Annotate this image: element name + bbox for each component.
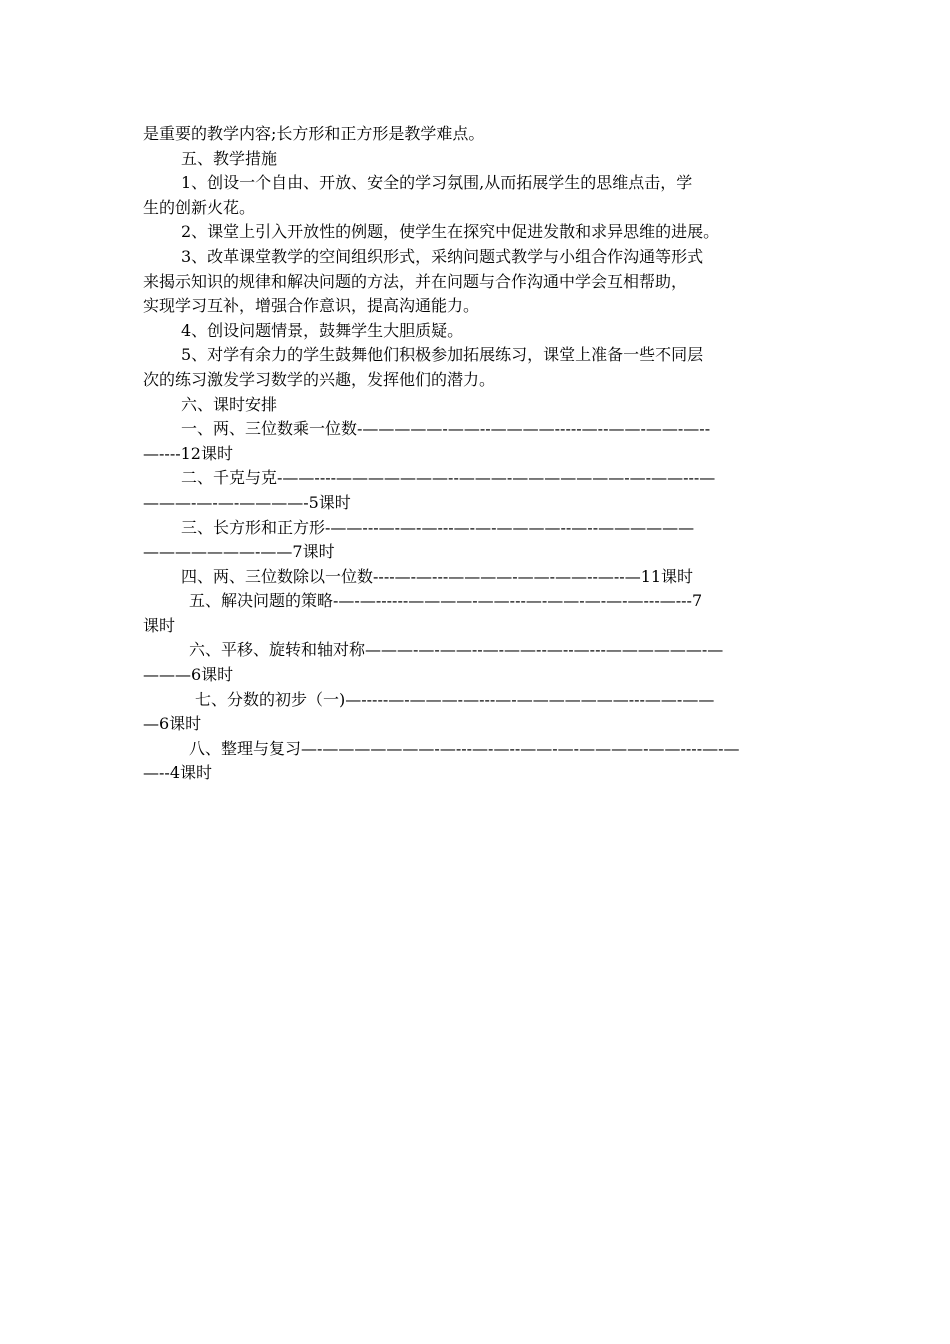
schedule-line: 一、两、三位数乘一位数-—————-——--————-----—--——-——-—-- (181, 419, 711, 439)
paragraph-line: 1、创设一个自由、开放、安全的学习氛围,从而拓展学生的思维点击，学 (181, 173, 693, 193)
schedule-line: 四、两、三位数除以一位数----—-—---————-——-——--—--—11课时 (181, 566, 694, 586)
paragraph-line: 4、创设问题情景，鼓舞学生大胆质疑。 (181, 320, 464, 340)
schedule-line: 八、整理与复习—-———————-—---—-—--——-—-————-——----—-— (189, 738, 740, 758)
paragraph-line: 是重要的教学内容;长方形和正方形是教学难点。 (143, 124, 485, 143)
schedule-line: ———-—-—-————-5课时 (143, 492, 351, 512)
section-heading: 六、课时安排 (181, 394, 278, 414)
section-heading: 五、教学措施 (181, 148, 278, 168)
paragraph-line: 生的创新火花。 (143, 197, 256, 217)
paragraph-line: 来揭示知识的规律和解决问题的方法，并在问题与合作沟通中学会互相帮助， (143, 271, 688, 291)
document-body (143, 122, 813, 786)
schedule-line: 课时 (143, 615, 176, 635)
schedule-line: ———————-——7课时 (143, 542, 335, 562)
schedule-line: ———6课时 (143, 665, 234, 685)
paragraph-line: 实现学习互补，增强合作意识，提高沟通能力。 (143, 296, 480, 316)
schedule-line: —----12课时 (143, 443, 233, 463)
paragraph-line: 5、对学有余力的学生鼓舞他们积极参加拓展练习，课堂上准备一些不同层 (181, 345, 704, 365)
schedule-line: —--4课时 (143, 763, 212, 783)
paragraph-line: 2、课堂上引入开放性的例题，使学生在探究中促进发散和求异思维的进展。 (181, 222, 720, 242)
schedule-line: 二、千克与克-——----———————--———-———————-—-——---— (181, 468, 716, 488)
paragraph-line: 次的练习激发学习数学的兴趣，发挥他们的潜力。 (143, 369, 496, 389)
schedule-line: 七、分数的初步（一)—-----—-———-—---—-———————---——-—— (195, 689, 715, 709)
schedule-line: 六、平移、旋转和轴对称———-—-——--—-——--—--—---——————-— (189, 640, 724, 660)
schedule-line: —6课时 (143, 714, 202, 734)
schedule-line: 三、长方形和正方形-——---—-—-—---—-—-————--—--—————— (181, 517, 695, 537)
schedule-line: 五、解决问题的策略-—-—------————-——---—-——-—-—-—---—---7 (189, 591, 703, 611)
paragraph-line: 3、改革课堂教学的空间组织形式，采纳问题式教学与小组合作沟通等形式 (181, 246, 704, 266)
